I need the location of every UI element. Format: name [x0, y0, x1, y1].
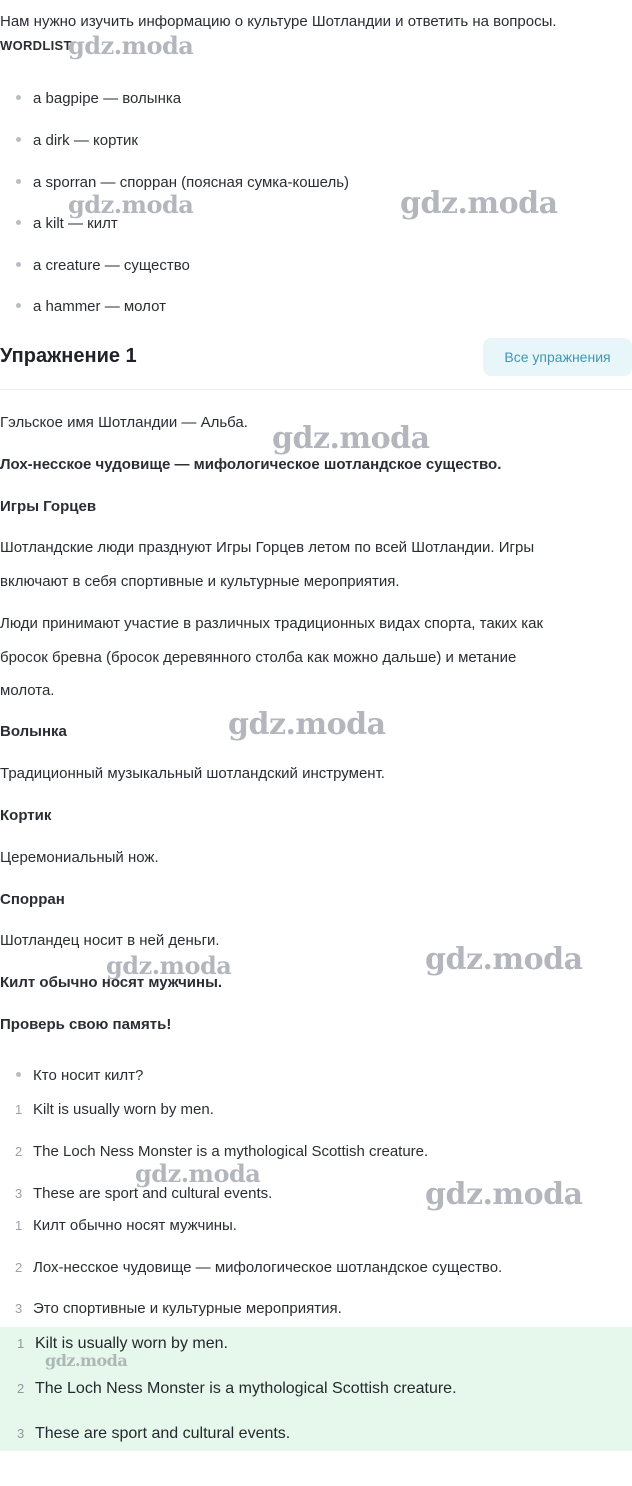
- paragraph: Гэльское имя Шотландии — Альба.: [0, 414, 248, 431]
- item-text: Kilt is usually worn by men.: [35, 1335, 228, 1352]
- item-number: 2: [15, 1144, 23, 1159]
- watermark: gdz.moda: [272, 421, 430, 456]
- wordlist-item-text: a sporran — спорран (поясная сумка-кошель): [33, 174, 350, 191]
- list-item: [15, 1216, 237, 1236]
- item-number: 3: [15, 1186, 23, 1201]
- bold-paragraph: Лох-несское чудовище — мифологическое шотландское существо.: [0, 456, 502, 473]
- paragraph-line: Шотландские люди празднуют Игры Горцев летом по всей Шотландии. Игры: [0, 539, 535, 556]
- answer-item: [17, 1424, 290, 1444]
- wordlist-item: [16, 89, 181, 109]
- bullet-dot: [16, 262, 21, 267]
- section-heading: Кортик: [0, 807, 52, 824]
- wordlist-item-text: a kilt — килт: [33, 215, 118, 232]
- section-heading: Волынка: [0, 723, 67, 740]
- answer-item: [17, 1379, 457, 1399]
- all-exercises-button[interactable]: Все упражнения: [483, 338, 632, 376]
- wordlist-item: [16, 297, 166, 317]
- exercise-title: Упражнение 1: [0, 345, 137, 367]
- exercise-header: [0, 340, 632, 390]
- watermark: gdz.moda: [45, 1351, 128, 1370]
- bullet-dot: [16, 303, 21, 308]
- wordlist-item-text: a dirk — кортик: [33, 132, 138, 149]
- item-number: 3: [15, 1301, 23, 1316]
- wordlist-label: WORDLIST: [0, 38, 72, 53]
- wordlist-item-text: a creature — существо: [33, 257, 190, 274]
- item-number: 1: [15, 1102, 23, 1117]
- paragraph-line: бросок бревна (бросок деревянного столба как можно дальше) и метание: [0, 649, 517, 666]
- item-text: The Loch Ness Monster is a mythological Scottish creature.: [33, 1143, 429, 1160]
- item-text: Килт обычно носят мужчины.: [33, 1217, 237, 1234]
- wordlist-item: [16, 256, 190, 276]
- wordlist-item-text: a bagpipe — волынка: [33, 90, 182, 107]
- bold-paragraph: Килт обычно носят мужчины.: [0, 974, 223, 991]
- wordlist-item: [16, 131, 138, 151]
- question-item: [16, 1066, 143, 1086]
- item-text: Лох-несское чудовище — мифологическое шотландское существо.: [33, 1259, 503, 1276]
- paragraph-line: Люди принимают участие в различных традиционных видах спорта, таких как: [0, 615, 544, 632]
- list-item: [15, 1100, 214, 1120]
- item-text: These are sport and cultural events.: [33, 1185, 273, 1202]
- item-number: 2: [15, 1260, 23, 1275]
- bullet-dot: [16, 220, 21, 225]
- paragraph-line: включают в себя спортивные и культурные мероприятия.: [0, 573, 400, 590]
- item-number: 1: [17, 1336, 25, 1351]
- list-item: [15, 1258, 502, 1278]
- divider: [0, 389, 632, 390]
- bullet-dot: [16, 1072, 21, 1077]
- paragraph: Шотландец носит в ней деньги.: [0, 932, 220, 949]
- paragraph: Церемониальный нож.: [0, 849, 159, 866]
- item-text: These are sport and cultural events.: [35, 1425, 291, 1442]
- item-text: Это спортивные и культурные мероприятия.: [33, 1300, 342, 1317]
- section-heading: Проверь свою память!: [0, 1016, 172, 1033]
- paragraph: Традиционный музыкальный шотландский инструмент.: [0, 765, 385, 782]
- section-heading: Игры Горцев: [0, 498, 97, 515]
- item-number: 1: [15, 1218, 23, 1233]
- section-heading: Спорран: [0, 891, 65, 908]
- watermark: gdz.moda: [400, 186, 558, 221]
- paragraph-line: молота.: [0, 682, 55, 699]
- wordlist-item-text: a hammer — молот: [33, 298, 166, 315]
- bullet-dot: [16, 137, 21, 142]
- watermark: gdz.moda: [228, 707, 386, 742]
- watermark: gdz.moda: [68, 31, 194, 60]
- bullet-dot: [16, 179, 21, 184]
- question-text: Кто носит килт?: [33, 1067, 144, 1084]
- list-item: [15, 1299, 342, 1319]
- item-number: 2: [17, 1381, 25, 1396]
- watermark: gdz.moda: [135, 1159, 261, 1188]
- bullet-dot: [16, 95, 21, 100]
- watermark: gdz.moda: [106, 951, 232, 980]
- item-number: 3: [17, 1426, 25, 1441]
- watermark: gdz.moda: [425, 942, 583, 977]
- item-text: The Loch Ness Monster is a mythological Scottish creature.: [35, 1380, 457, 1397]
- watermark: gdz.moda: [68, 190, 194, 219]
- item-text: Kilt is usually worn by men.: [33, 1101, 214, 1118]
- intro-text: Нам нужно изучить информацию о культуре Шотландии и ответить на вопросы.: [0, 13, 557, 30]
- watermark: gdz.moda: [425, 1177, 583, 1212]
